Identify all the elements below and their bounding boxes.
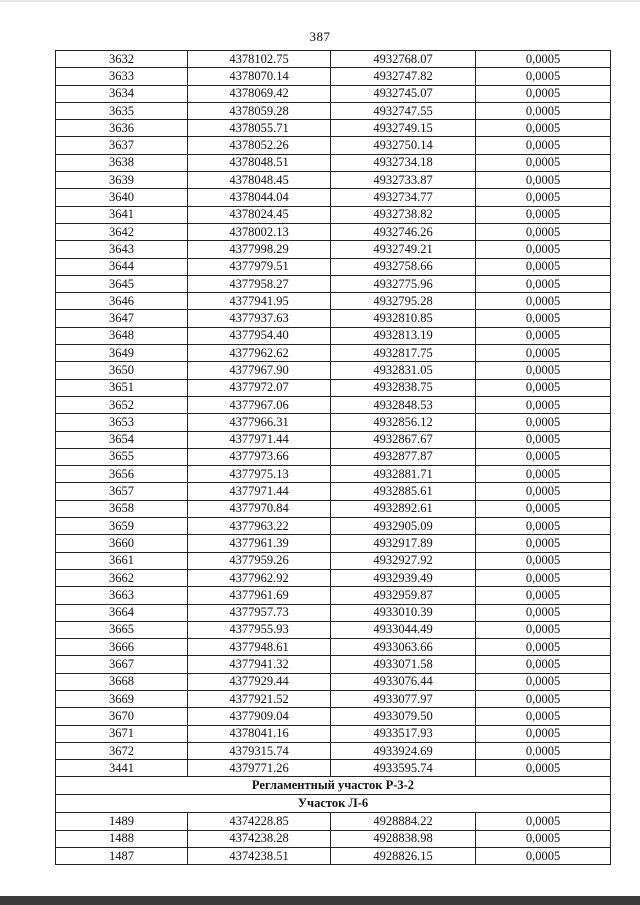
point-number-cell: 1488 (56, 830, 188, 847)
accuracy-cell: 0,0005 (476, 275, 611, 292)
point-number-cell: 3649 (56, 345, 188, 362)
y-coordinate-cell: 4932775.96 (331, 275, 476, 292)
point-number-cell: 3647 (56, 310, 188, 327)
y-coordinate-cell: 4932813.19 (331, 327, 476, 344)
accuracy-cell: 0,0005 (476, 414, 611, 431)
point-number-cell: 3636 (56, 120, 188, 137)
table-row (56, 120, 611, 137)
table-row (56, 483, 611, 500)
table-row (56, 275, 611, 292)
x-coordinate-cell: 4377972.07 (188, 379, 331, 396)
y-coordinate-cell: 4932745.07 (331, 85, 476, 102)
y-coordinate-cell: 4928838.98 (331, 830, 476, 847)
table-row (56, 293, 611, 310)
x-coordinate-cell: 4377921.52 (188, 690, 331, 707)
x-coordinate-cell: 4378102.75 (188, 51, 331, 68)
point-number-cell: 3668 (56, 673, 188, 690)
x-coordinate-cell: 4379771.26 (188, 760, 331, 777)
accuracy-cell: 0,0005 (476, 760, 611, 777)
table-row (56, 587, 611, 604)
point-number-cell: 3634 (56, 85, 188, 102)
x-coordinate-cell: 4377954.40 (188, 327, 331, 344)
table-row (56, 154, 611, 171)
accuracy-cell: 0,0005 (476, 587, 611, 604)
y-coordinate-cell: 4933076.44 (331, 673, 476, 690)
table-row (56, 379, 611, 396)
point-number-cell: 3650 (56, 362, 188, 379)
y-coordinate-cell: 4932747.82 (331, 68, 476, 85)
accuracy-cell: 0,0005 (476, 102, 611, 119)
table-row (56, 137, 611, 154)
accuracy-cell: 0,0005 (476, 310, 611, 327)
point-number-cell: 3635 (56, 102, 188, 119)
accuracy-cell: 0,0005 (476, 51, 611, 68)
x-coordinate-cell: 4377971.44 (188, 483, 331, 500)
accuracy-cell: 0,0005 (476, 656, 611, 673)
x-coordinate-cell: 4374238.28 (188, 830, 331, 847)
y-coordinate-cell: 4932885.61 (331, 483, 476, 500)
point-number-cell: 3672 (56, 742, 188, 759)
scan-bottom-edge (0, 896, 640, 905)
section-title: Регламентный участок Р-3-2 (56, 777, 611, 795)
y-coordinate-cell: 4933924.69 (331, 742, 476, 759)
point-number-cell: 1487 (56, 848, 188, 865)
page-number: 387 (309, 29, 331, 44)
y-coordinate-cell: 4932927.92 (331, 552, 476, 569)
x-coordinate-cell: 4378048.45 (188, 172, 331, 189)
table-row (56, 708, 611, 725)
y-coordinate-cell: 4932939.49 (331, 569, 476, 586)
accuracy-cell: 0,0005 (476, 431, 611, 448)
point-number-cell: 3638 (56, 154, 188, 171)
table-row (56, 362, 611, 379)
table-row (56, 258, 611, 275)
point-number-cell: 3441 (56, 760, 188, 777)
point-number-cell: 3641 (56, 206, 188, 223)
x-coordinate-cell: 4377967.06 (188, 396, 331, 413)
x-coordinate-cell: 4377963.22 (188, 518, 331, 535)
x-coordinate-cell: 4378059.28 (188, 102, 331, 119)
point-number-cell: 3666 (56, 639, 188, 656)
accuracy-cell: 0,0005 (476, 725, 611, 742)
x-coordinate-cell: 4378048.51 (188, 154, 331, 171)
accuracy-cell: 0,0005 (476, 813, 611, 830)
y-coordinate-cell: 4928884.22 (331, 813, 476, 830)
accuracy-cell: 0,0005 (476, 639, 611, 656)
accuracy-cell: 0,0005 (476, 293, 611, 310)
y-coordinate-cell: 4932892.61 (331, 500, 476, 517)
table-row (56, 656, 611, 673)
x-coordinate-cell: 4377958.27 (188, 275, 331, 292)
point-number-cell: 3643 (56, 241, 188, 258)
y-coordinate-cell: 4932877.87 (331, 448, 476, 465)
y-coordinate-cell: 4932734.18 (331, 154, 476, 171)
table-row (56, 102, 611, 119)
table-row (56, 569, 611, 586)
y-coordinate-cell: 4932867.67 (331, 431, 476, 448)
table-row (56, 518, 611, 535)
accuracy-cell: 0,0005 (476, 223, 611, 240)
table-row (56, 345, 611, 362)
point-number-cell: 3656 (56, 466, 188, 483)
point-number-cell: 3655 (56, 448, 188, 465)
table-row (56, 830, 611, 847)
x-coordinate-cell: 4377929.44 (188, 673, 331, 690)
x-coordinate-cell: 4377971.44 (188, 431, 331, 448)
accuracy-cell: 0,0005 (476, 552, 611, 569)
y-coordinate-cell: 4933595.74 (331, 760, 476, 777)
point-number-cell: 3658 (56, 500, 188, 517)
x-coordinate-cell: 4377941.95 (188, 293, 331, 310)
x-coordinate-cell: 4378041.16 (188, 725, 331, 742)
table-row (56, 848, 611, 865)
y-coordinate-cell: 4933077.97 (331, 690, 476, 707)
accuracy-cell: 0,0005 (476, 830, 611, 847)
table-row (56, 552, 611, 569)
point-number-cell: 3664 (56, 604, 188, 621)
point-number-cell: 3648 (56, 327, 188, 344)
point-number-cell: 3670 (56, 708, 188, 725)
accuracy-cell: 0,0005 (476, 604, 611, 621)
table-row (56, 621, 611, 638)
y-coordinate-cell: 4932750.14 (331, 137, 476, 154)
subsection-table-body (56, 813, 611, 865)
accuracy-cell: 0,0005 (476, 621, 611, 638)
table-row (56, 639, 611, 656)
x-coordinate-cell: 4377937.63 (188, 310, 331, 327)
y-coordinate-cell: 4932749.15 (331, 120, 476, 137)
table-row (56, 535, 611, 552)
accuracy-cell: 0,0005 (476, 137, 611, 154)
subsection-title: Участок Л-6 (56, 795, 611, 813)
y-coordinate-cell: 4933010.39 (331, 604, 476, 621)
y-coordinate-cell: 4932810.85 (331, 310, 476, 327)
x-coordinate-cell: 4377961.39 (188, 535, 331, 552)
table-row (56, 813, 611, 830)
y-coordinate-cell: 4932746.26 (331, 223, 476, 240)
x-coordinate-cell: 4377975.13 (188, 466, 331, 483)
x-coordinate-cell: 4377961.69 (188, 587, 331, 604)
accuracy-cell: 0,0005 (476, 466, 611, 483)
accuracy-cell: 0,0005 (476, 345, 611, 362)
y-coordinate-cell: 4932917.89 (331, 535, 476, 552)
point-number-cell: 3669 (56, 690, 188, 707)
y-coordinate-cell: 4933063.66 (331, 639, 476, 656)
table-row (56, 725, 611, 742)
accuracy-cell: 0,0005 (476, 258, 611, 275)
x-coordinate-cell: 4378002.13 (188, 223, 331, 240)
x-coordinate-cell: 4378052.26 (188, 137, 331, 154)
y-coordinate-cell: 4932838.75 (331, 379, 476, 396)
table-row (56, 85, 611, 102)
x-coordinate-cell: 4377941.32 (188, 656, 331, 673)
point-number-cell: 3645 (56, 275, 188, 292)
y-coordinate-cell: 4932881.71 (331, 466, 476, 483)
x-coordinate-cell: 4377979.51 (188, 258, 331, 275)
point-number-cell: 3640 (56, 189, 188, 206)
y-coordinate-cell: 4932738.82 (331, 206, 476, 223)
table-row (56, 327, 611, 344)
accuracy-cell: 0,0005 (476, 362, 611, 379)
table-row (56, 396, 611, 413)
table-row (56, 206, 611, 223)
y-coordinate-cell: 4932959.87 (331, 587, 476, 604)
accuracy-cell: 0,0005 (476, 206, 611, 223)
point-number-cell: 3644 (56, 258, 188, 275)
x-coordinate-cell: 4377955.93 (188, 621, 331, 638)
section-header-group (56, 777, 611, 813)
table-row (56, 604, 611, 621)
accuracy-cell: 0,0005 (476, 327, 611, 344)
y-coordinate-cell: 4932856.12 (331, 414, 476, 431)
accuracy-cell: 0,0005 (476, 848, 611, 865)
accuracy-cell: 0,0005 (476, 742, 611, 759)
table-row (56, 414, 611, 431)
x-coordinate-cell: 4378070.14 (188, 68, 331, 85)
point-number-cell: 1489 (56, 813, 188, 830)
accuracy-cell: 0,0005 (476, 154, 611, 171)
y-coordinate-cell: 4932831.05 (331, 362, 476, 379)
point-number-cell: 3651 (56, 379, 188, 396)
scan-top-edge (0, 0, 640, 2)
point-number-cell: 3662 (56, 569, 188, 586)
point-number-cell: 3654 (56, 431, 188, 448)
accuracy-cell: 0,0005 (476, 85, 611, 102)
table-row (56, 241, 611, 258)
x-coordinate-cell: 4378024.45 (188, 206, 331, 223)
point-number-cell: 3657 (56, 483, 188, 500)
subsection-row (56, 795, 611, 813)
accuracy-cell: 0,0005 (476, 172, 611, 189)
y-coordinate-cell: 4928826.15 (331, 848, 476, 865)
table-row (56, 690, 611, 707)
table-row (56, 189, 611, 206)
y-coordinate-cell: 4932905.09 (331, 518, 476, 535)
table-row (56, 68, 611, 85)
x-coordinate-cell: 4377962.92 (188, 569, 331, 586)
coordinates-table (55, 50, 611, 865)
y-coordinate-cell: 4932848.53 (331, 396, 476, 413)
point-number-cell: 3667 (56, 656, 188, 673)
accuracy-cell: 0,0005 (476, 379, 611, 396)
table-row (56, 742, 611, 759)
x-coordinate-cell: 4377909.04 (188, 708, 331, 725)
x-coordinate-cell: 4377973.66 (188, 448, 331, 465)
point-number-cell: 3632 (56, 51, 188, 68)
table-row (56, 760, 611, 777)
accuracy-cell: 0,0005 (476, 708, 611, 725)
y-coordinate-cell: 4932747.55 (331, 102, 476, 119)
y-coordinate-cell: 4932795.28 (331, 293, 476, 310)
y-coordinate-cell: 4932758.66 (331, 258, 476, 275)
accuracy-cell: 0,0005 (476, 68, 611, 85)
x-coordinate-cell: 4378055.71 (188, 120, 331, 137)
table-row (56, 500, 611, 517)
y-coordinate-cell: 4932817.75 (331, 345, 476, 362)
table-row (56, 310, 611, 327)
y-coordinate-cell: 4933071.58 (331, 656, 476, 673)
accuracy-cell: 0,0005 (476, 535, 611, 552)
y-coordinate-cell: 4933044.49 (331, 621, 476, 638)
x-coordinate-cell: 4377998.29 (188, 241, 331, 258)
point-number-cell: 3653 (56, 414, 188, 431)
accuracy-cell: 0,0005 (476, 120, 611, 137)
table-row (56, 172, 611, 189)
coordinates-table-container (55, 50, 610, 865)
point-number-cell: 3659 (56, 518, 188, 535)
point-number-cell: 3652 (56, 396, 188, 413)
x-coordinate-cell: 4377967.90 (188, 362, 331, 379)
x-coordinate-cell: 4377948.61 (188, 639, 331, 656)
y-coordinate-cell: 4932734.77 (331, 189, 476, 206)
point-number-cell: 3642 (56, 223, 188, 240)
x-coordinate-cell: 4378069.42 (188, 85, 331, 102)
table-row (56, 51, 611, 68)
point-number-cell: 3671 (56, 725, 188, 742)
table-row (56, 673, 611, 690)
accuracy-cell: 0,0005 (476, 241, 611, 258)
point-number-cell: 3661 (56, 552, 188, 569)
x-coordinate-cell: 4377970.84 (188, 500, 331, 517)
point-number-cell: 3660 (56, 535, 188, 552)
x-coordinate-cell: 4374228.85 (188, 813, 331, 830)
point-number-cell: 3646 (56, 293, 188, 310)
y-coordinate-cell: 4933079.50 (331, 708, 476, 725)
y-coordinate-cell: 4933517.93 (331, 725, 476, 742)
accuracy-cell: 0,0005 (476, 690, 611, 707)
point-number-cell: 3639 (56, 172, 188, 189)
x-coordinate-cell: 4377966.31 (188, 414, 331, 431)
y-coordinate-cell: 4932749.21 (331, 241, 476, 258)
point-number-cell: 3633 (56, 68, 188, 85)
accuracy-cell: 0,0005 (476, 500, 611, 517)
accuracy-cell: 0,0005 (476, 189, 611, 206)
section-row (56, 777, 611, 795)
accuracy-cell: 0,0005 (476, 518, 611, 535)
x-coordinate-cell: 4374238.51 (188, 848, 331, 865)
point-number-cell: 3665 (56, 621, 188, 638)
table-row (56, 223, 611, 240)
x-coordinate-cell: 4377962.62 (188, 345, 331, 362)
point-number-cell: 3637 (56, 137, 188, 154)
table-row (56, 431, 611, 448)
x-coordinate-cell: 4379315.74 (188, 742, 331, 759)
x-coordinate-cell: 4377959.26 (188, 552, 331, 569)
x-coordinate-cell: 4378044.04 (188, 189, 331, 206)
accuracy-cell: 0,0005 (476, 448, 611, 465)
accuracy-cell: 0,0005 (476, 396, 611, 413)
table-row (56, 448, 611, 465)
accuracy-cell: 0,0005 (476, 483, 611, 500)
accuracy-cell: 0,0005 (476, 569, 611, 586)
table-row (56, 466, 611, 483)
coordinates-table-body (56, 51, 611, 777)
y-coordinate-cell: 4932768.07 (331, 51, 476, 68)
x-coordinate-cell: 4377957.73 (188, 604, 331, 621)
y-coordinate-cell: 4932733.87 (331, 172, 476, 189)
point-number-cell: 3663 (56, 587, 188, 604)
accuracy-cell: 0,0005 (476, 673, 611, 690)
